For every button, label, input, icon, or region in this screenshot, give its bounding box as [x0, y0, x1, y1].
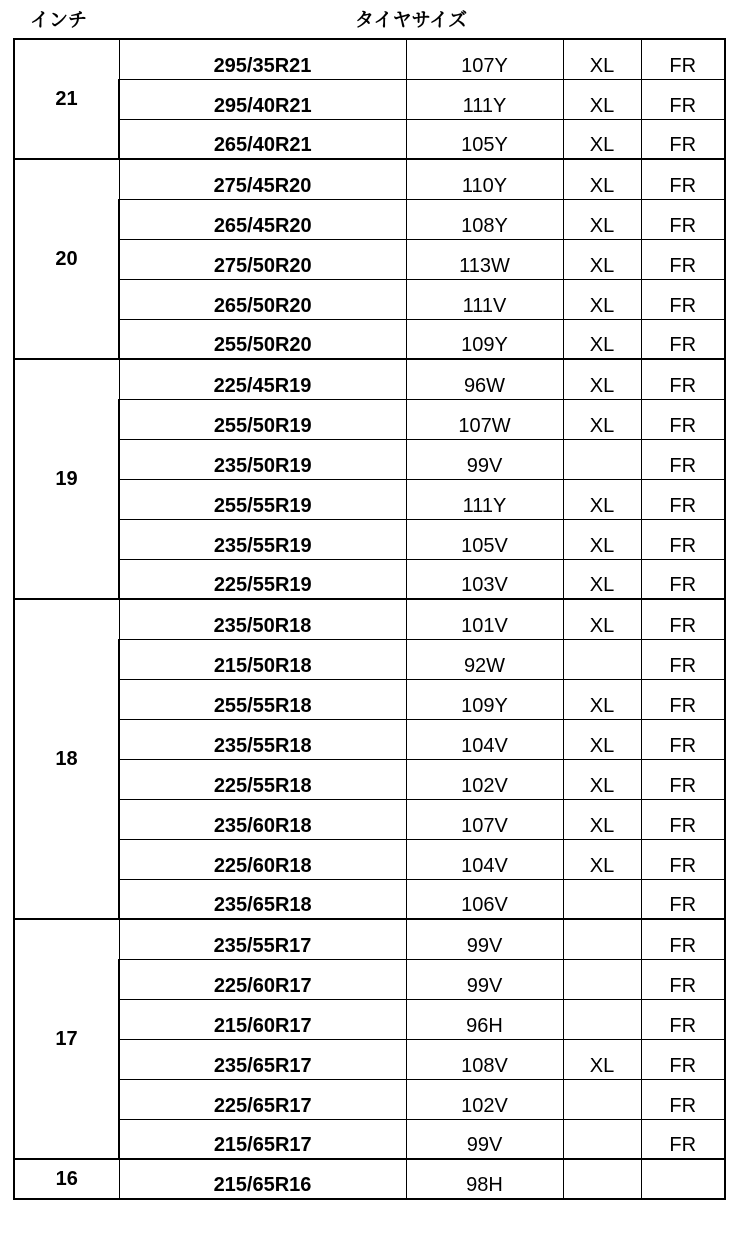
- table-row: [14, 1119, 725, 1159]
- table-row: [14, 1079, 725, 1119]
- tire-size-cell: 255/55R18: [119, 679, 406, 719]
- xl-cell: [563, 439, 641, 479]
- tire-size-cell: 235/50R19: [119, 439, 406, 479]
- load-speed-cell: 107W: [406, 399, 563, 439]
- fr-cell: FR: [641, 599, 725, 639]
- load-speed-cell: 109Y: [406, 319, 563, 359]
- xl-cell: [563, 1119, 641, 1159]
- tire-size-cell: 275/50R20: [119, 239, 406, 279]
- tire-size-cell: 235/65R18: [119, 879, 406, 919]
- fr-cell: FR: [641, 199, 725, 239]
- xl-cell: XL: [563, 719, 641, 759]
- load-speed-cell: 102V: [406, 1079, 563, 1119]
- fr-cell: FR: [641, 39, 725, 79]
- table-row: [14, 159, 725, 199]
- xl-cell: XL: [563, 759, 641, 799]
- tire-size-cell: 225/60R17: [119, 959, 406, 999]
- fr-cell: FR: [641, 719, 725, 759]
- load-speed-cell: 98H: [406, 1159, 563, 1199]
- load-speed-cell: 103V: [406, 559, 563, 599]
- load-speed-cell: 113W: [406, 239, 563, 279]
- tire-size-cell: 225/60R18: [119, 839, 406, 879]
- load-speed-cell: 96W: [406, 359, 563, 399]
- fr-cell: FR: [641, 799, 725, 839]
- tire-size-cell: 225/55R19: [119, 559, 406, 599]
- tire-size-cell: 235/50R18: [119, 599, 406, 639]
- tire-size-cell: 255/50R19: [119, 399, 406, 439]
- load-speed-cell: 99V: [406, 959, 563, 999]
- tire-size-table: [13, 38, 726, 1200]
- tire-size-cell: 225/45R19: [119, 359, 406, 399]
- xl-cell: XL: [563, 79, 641, 119]
- tire-size-cell: 235/55R18: [119, 719, 406, 759]
- fr-cell: FR: [641, 359, 725, 399]
- tire-size-cell: 225/55R18: [119, 759, 406, 799]
- xl-cell: XL: [563, 319, 641, 359]
- fr-cell: FR: [641, 239, 725, 279]
- load-speed-cell: 104V: [406, 839, 563, 879]
- table-row: [14, 199, 725, 239]
- load-speed-cell: 108Y: [406, 199, 563, 239]
- load-speed-cell: 92W: [406, 639, 563, 679]
- xl-cell: XL: [563, 679, 641, 719]
- table-row: [14, 559, 725, 599]
- load-speed-cell: 106V: [406, 879, 563, 919]
- fr-cell: FR: [641, 639, 725, 679]
- fr-cell: FR: [641, 1079, 725, 1119]
- tire-size-cell: 265/45R20: [119, 199, 406, 239]
- load-speed-cell: 111V: [406, 279, 563, 319]
- tire-size-cell: 215/50R18: [119, 639, 406, 679]
- table-row: [14, 799, 725, 839]
- tire-size-cell: 255/50R20: [119, 319, 406, 359]
- table-row: [14, 759, 725, 799]
- xl-cell: XL: [563, 519, 641, 559]
- tire-size-cell: 265/40R21: [119, 119, 406, 159]
- table-row: [14, 279, 725, 319]
- xl-cell: XL: [563, 239, 641, 279]
- load-speed-cell: 102V: [406, 759, 563, 799]
- inch-cell: 21: [14, 39, 119, 159]
- tire-size-cell: 235/55R19: [119, 519, 406, 559]
- tire-size-cell: 255/55R19: [119, 479, 406, 519]
- load-speed-cell: 109Y: [406, 679, 563, 719]
- inch-column-heading: インチ: [30, 9, 88, 31]
- load-speed-cell: 110Y: [406, 159, 563, 199]
- table-row: [14, 919, 725, 959]
- fr-cell: FR: [641, 399, 725, 439]
- table-row: [14, 479, 725, 519]
- tire-size-cell: 295/40R21: [119, 79, 406, 119]
- tire-table-body: [14, 39, 725, 1199]
- fr-cell: FR: [641, 879, 725, 919]
- xl-cell: XL: [563, 119, 641, 159]
- inch-cell: 19: [14, 359, 119, 599]
- xl-cell: [563, 1159, 641, 1199]
- table-row: [14, 719, 725, 759]
- table-row: [14, 1039, 725, 1079]
- xl-cell: [563, 959, 641, 999]
- xl-cell: [563, 879, 641, 919]
- xl-cell: [563, 639, 641, 679]
- table-header: [0, 0, 745, 38]
- table-row: [14, 319, 725, 359]
- tire-size-cell: 235/65R17: [119, 1039, 406, 1079]
- table-row: [14, 599, 725, 639]
- xl-cell: XL: [563, 799, 641, 839]
- load-speed-cell: 104V: [406, 719, 563, 759]
- xl-cell: XL: [563, 159, 641, 199]
- load-speed-cell: 111Y: [406, 479, 563, 519]
- load-speed-cell: 99V: [406, 919, 563, 959]
- fr-cell: FR: [641, 679, 725, 719]
- tire-size-cell: 225/65R17: [119, 1079, 406, 1119]
- inch-cell: 20: [14, 159, 119, 359]
- fr-cell: FR: [641, 559, 725, 599]
- xl-cell: [563, 999, 641, 1039]
- fr-cell: FR: [641, 919, 725, 959]
- load-speed-cell: 108V: [406, 1039, 563, 1079]
- fr-cell: FR: [641, 319, 725, 359]
- fr-cell: FR: [641, 439, 725, 479]
- xl-cell: XL: [563, 359, 641, 399]
- fr-cell: FR: [641, 759, 725, 799]
- table-row: [14, 119, 725, 159]
- fr-cell: [641, 1159, 725, 1199]
- load-speed-cell: 107Y: [406, 39, 563, 79]
- tire-size-cell: 295/35R21: [119, 39, 406, 79]
- inch-cell: 16: [14, 1159, 119, 1199]
- fr-cell: FR: [641, 999, 725, 1039]
- xl-cell: [563, 919, 641, 959]
- table-row: [14, 519, 725, 559]
- fr-cell: FR: [641, 839, 725, 879]
- fr-cell: FR: [641, 1119, 725, 1159]
- fr-cell: FR: [641, 479, 725, 519]
- fr-cell: FR: [641, 959, 725, 999]
- tire-size-cell: 235/55R17: [119, 919, 406, 959]
- table-row: [14, 79, 725, 119]
- load-speed-cell: 99V: [406, 1119, 563, 1159]
- load-speed-cell: 101V: [406, 599, 563, 639]
- table-row: [14, 839, 725, 879]
- xl-cell: XL: [563, 839, 641, 879]
- table-row: [14, 399, 725, 439]
- xl-cell: [563, 1079, 641, 1119]
- table-row: [14, 439, 725, 479]
- load-speed-cell: 107V: [406, 799, 563, 839]
- table-row: [14, 679, 725, 719]
- load-speed-cell: 105Y: [406, 119, 563, 159]
- fr-cell: FR: [641, 1039, 725, 1079]
- tire-size-cell: 235/60R18: [119, 799, 406, 839]
- inch-cell: 17: [14, 919, 119, 1159]
- tire-size-cell: 215/65R16: [119, 1159, 406, 1199]
- xl-cell: XL: [563, 479, 641, 519]
- tire-size-cell: 265/50R20: [119, 279, 406, 319]
- inch-cell: 18: [14, 599, 119, 919]
- xl-cell: XL: [563, 599, 641, 639]
- tire-size-cell: 215/60R17: [119, 999, 406, 1039]
- table-row: [14, 1159, 725, 1199]
- xl-cell: XL: [563, 1039, 641, 1079]
- table-row: [14, 959, 725, 999]
- tire-size-cell: 215/65R17: [119, 1119, 406, 1159]
- table-row: [14, 39, 725, 79]
- xl-cell: XL: [563, 39, 641, 79]
- xl-cell: XL: [563, 199, 641, 239]
- xl-cell: XL: [563, 559, 641, 599]
- xl-cell: XL: [563, 399, 641, 439]
- table-row: [14, 359, 725, 399]
- table-row: [14, 879, 725, 919]
- table-row: [14, 639, 725, 679]
- fr-cell: FR: [641, 519, 725, 559]
- table-row: [14, 239, 725, 279]
- xl-cell: XL: [563, 279, 641, 319]
- load-speed-cell: 105V: [406, 519, 563, 559]
- fr-cell: FR: [641, 119, 725, 159]
- fr-cell: FR: [641, 79, 725, 119]
- load-speed-cell: 99V: [406, 439, 563, 479]
- fr-cell: FR: [641, 159, 725, 199]
- load-speed-cell: 96H: [406, 999, 563, 1039]
- fr-cell: FR: [641, 279, 725, 319]
- table-row: [14, 999, 725, 1039]
- tire-size-cell: 275/45R20: [119, 159, 406, 199]
- load-speed-cell: 111Y: [406, 79, 563, 119]
- tire-size-column-heading: タイヤサイズ: [355, 9, 468, 31]
